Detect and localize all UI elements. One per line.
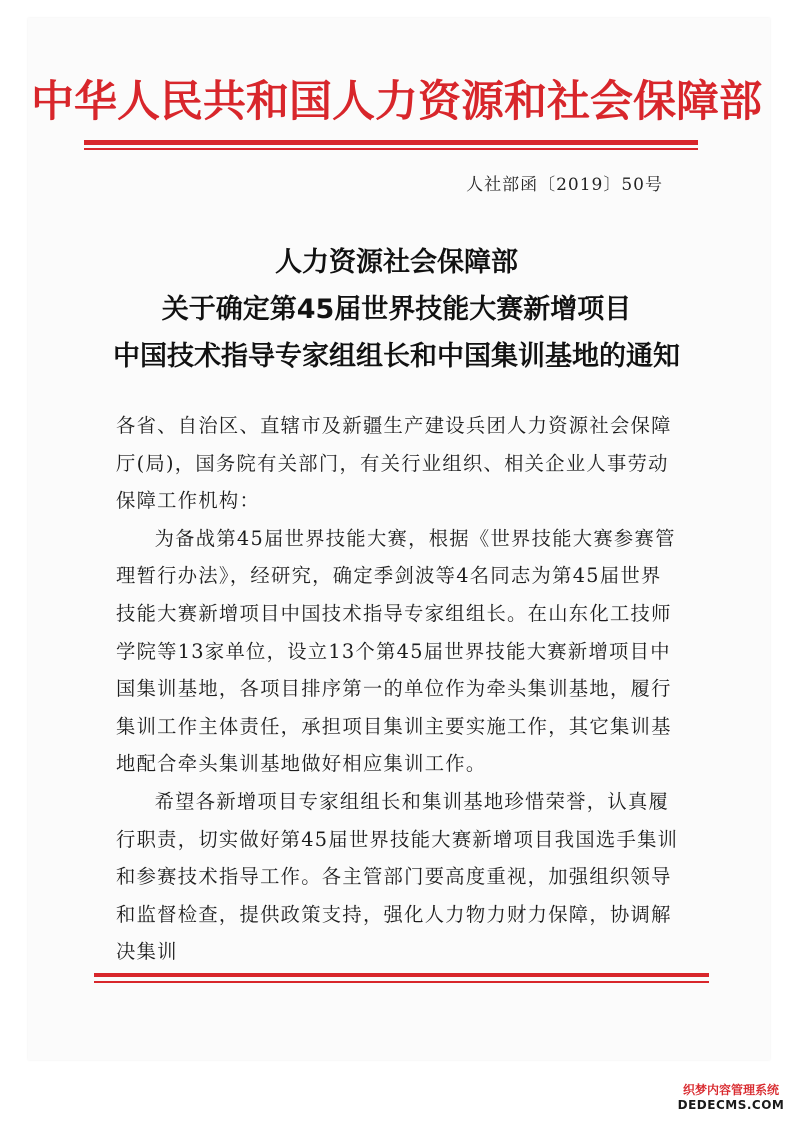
title-line-2: 关于确定第45届世界技能大赛新增项目 bbox=[161, 294, 632, 325]
document-body bbox=[116, 407, 682, 971]
watermark-line-1: 织梦内容管理系统 bbox=[682, 1083, 779, 1097]
letterhead: 中华人民共和国人力资源和社会保障部 bbox=[31, 77, 762, 127]
watermark bbox=[677, 1082, 785, 1112]
letterhead-rule-thin bbox=[84, 148, 698, 150]
body-paragraph-1: 为备战第45届世界技能大赛，根据《世界技能大赛参赛管理暂行办法》，经研究，确定季剑波等4名同志为第45届世界技能大赛新增项目中国技术指导专家组组长。在山东化工技师学院等13家单位，设立13个第45届世界技能大赛新增项目中国集训基地，各项目排序第一的单位作为牵头集训基地，履行集训工作主体责任，承担项目集训主要实施工作，其它集训基地配合牵头集训基地做好相应集训工作。 bbox=[116, 526, 676, 776]
letterhead-rule-thick bbox=[84, 140, 698, 145]
title-line-3: 中国技术指导专家组组长和中国集训基地的通知 bbox=[113, 341, 680, 372]
footer-rule-thick bbox=[94, 973, 709, 977]
watermark-line-2: DEDECMS.COM bbox=[677, 1098, 785, 1112]
body-paragraph-2: 希望各新增项目专家组组长和集训基地珍惜荣誉，认真履行职责，切实做好第45届世界技能大赛新增项目我国选手集训和参赛技术指导工作。各主管部门要高度重视，加强组织领导和监督检查，提供政策支持，强化人力物力财力保障，协调解决集训 bbox=[116, 789, 679, 964]
salutation-paragraph: 各省、自治区、直辖市及新疆生产建设兵团人力资源社会保障厅(局)，国务院有关部门，有关行业组织、相关企业人事劳动保障工作机构： bbox=[116, 414, 672, 513]
title-line-1: 人力资源社会保障部 bbox=[275, 247, 518, 278]
footer-rule-thin bbox=[94, 981, 709, 983]
document-number: 人社部函〔2019〕50号 bbox=[466, 175, 663, 195]
